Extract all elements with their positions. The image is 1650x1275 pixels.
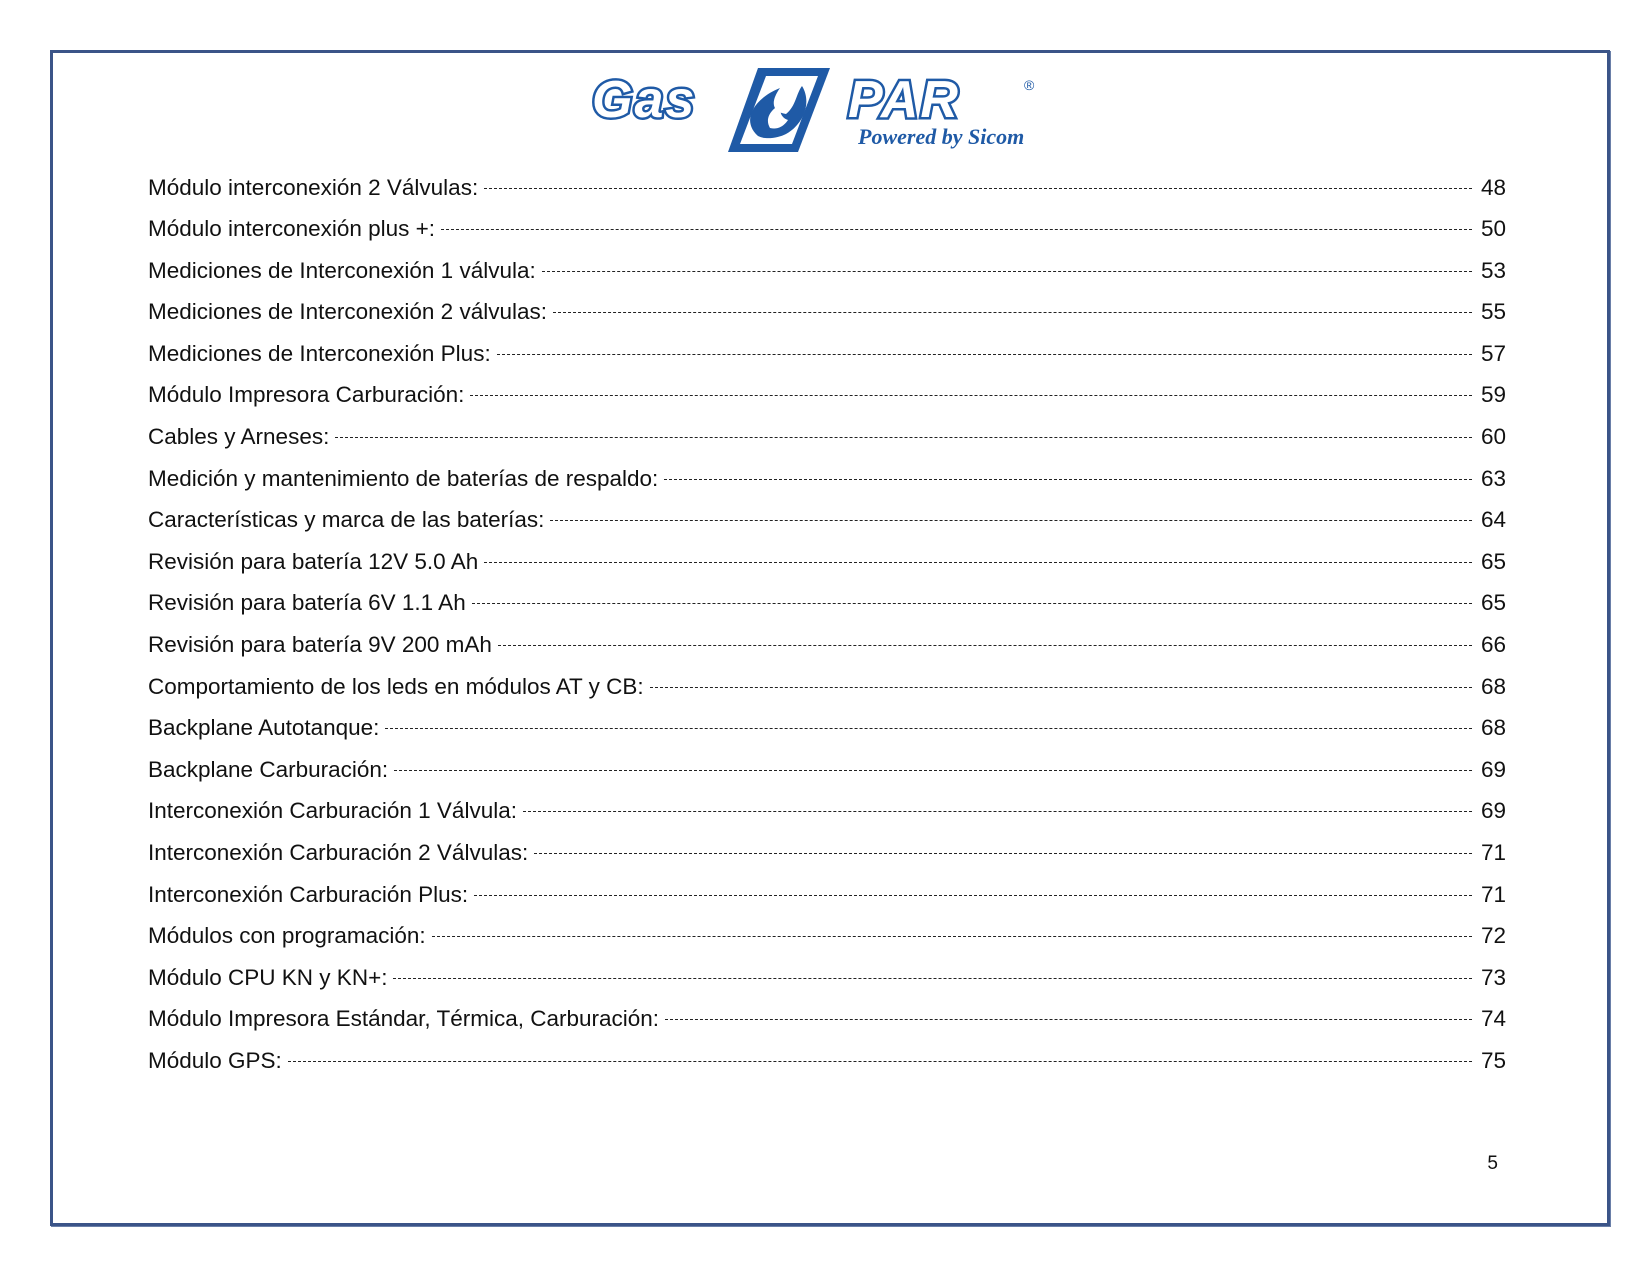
- toc-entry-page: 60: [1480, 424, 1506, 450]
- toc-dot-leader: [484, 546, 1472, 569]
- registered-mark: ®: [1024, 77, 1035, 93]
- toc-entry-title: Interconexión Carburación Plus:: [148, 881, 469, 907]
- toc-entry-title: Módulo Impresora Carburación:: [148, 382, 465, 408]
- toc-dot-leader: [385, 713, 1472, 736]
- toc-entry[interactable]: [148, 214, 1506, 256]
- toc-entry[interactable]: [148, 921, 1506, 963]
- toc-dot-leader: [550, 505, 1472, 528]
- toc-entry-page: 69: [1480, 798, 1506, 824]
- toc-entry-title: Módulo interconexión 2 Válvulas:: [148, 174, 479, 200]
- toc-entry-title: Revisión para batería 6V 1.1 Ah: [148, 590, 466, 616]
- toc-entry-title: Características y marca de las baterías:: [148, 507, 545, 533]
- toc-entry[interactable]: [148, 671, 1506, 713]
- toc-dot-leader: [553, 297, 1472, 320]
- toc-entry-title: Módulo CPU KN y KN+:: [148, 964, 388, 990]
- toc-entry-page: 55: [1480, 299, 1506, 325]
- toc-entry-title: Mediciones de Interconexión 2 válvulas:: [148, 299, 547, 325]
- par-wordmark: [848, 71, 1035, 129]
- toc-entry[interactable]: [148, 754, 1506, 796]
- toc-dot-leader: [665, 1004, 1472, 1027]
- toc-entry-page: 53: [1480, 257, 1506, 283]
- page-number: 5: [1487, 1153, 1498, 1174]
- toc-entry-page: 72: [1480, 923, 1506, 949]
- toc-entry-title: Mediciones de Interconexión 1 válvula:: [148, 257, 536, 283]
- toc-dot-leader: [523, 796, 1472, 819]
- toc-entry-title: Revisión para batería 12V 5.0 Ah: [148, 548, 479, 574]
- toc-entry-title: Módulo Impresora Estándar, Térmica, Carburación:: [148, 1006, 660, 1032]
- toc-entry-title: Mediciones de Interconexión Plus:: [148, 340, 491, 366]
- toc-entry[interactable]: [148, 297, 1506, 339]
- toc-entry-title: Cables y Arneses:: [148, 424, 330, 450]
- toc-entry-page: 75: [1480, 1047, 1506, 1073]
- toc-entry[interactable]: [148, 255, 1506, 297]
- toc-entry-page: 64: [1480, 507, 1506, 533]
- toc-entry-title: Medición y mantenimiento de baterías de respaldo:: [148, 465, 659, 491]
- toc-dot-leader: [288, 1045, 1472, 1068]
- toc-entry[interactable]: [148, 796, 1506, 838]
- toc-entry-title: Revisión para batería 9V 200 mAh: [148, 632, 492, 658]
- gaspar-logo: [590, 60, 1060, 160]
- toc-entry-page: 65: [1480, 590, 1506, 616]
- toc-dot-leader: [534, 838, 1472, 861]
- toc-entry-page: 50: [1480, 216, 1506, 242]
- toc-entry-page: 69: [1480, 756, 1506, 782]
- toc-entry-title: Módulos con programación:: [148, 923, 426, 949]
- toc-dot-leader: [472, 588, 1472, 611]
- toc-dot-leader: [393, 962, 1472, 985]
- toc-entry-page: 66: [1480, 632, 1506, 658]
- toc-dot-leader: [470, 380, 1472, 403]
- toc-entry-title: Interconexión Carburación 2 Válvulas:: [148, 840, 529, 865]
- toc-dot-leader: [394, 754, 1472, 777]
- toc-dot-leader: [441, 214, 1472, 237]
- toc-dot-leader: [650, 671, 1472, 694]
- toc-entry-page: 65: [1480, 548, 1506, 574]
- toc-entry[interactable]: [148, 879, 1506, 921]
- toc-dot-leader: [484, 172, 1472, 195]
- table-of-contents: [148, 172, 1506, 1087]
- toc-entry-page: 71: [1480, 840, 1506, 865]
- toc-entry[interactable]: [148, 630, 1506, 672]
- toc-entry-page: 68: [1480, 673, 1506, 699]
- toc-entry-title: Backplane Autotanque:: [148, 715, 380, 741]
- gas-wordmark: [592, 71, 696, 129]
- toc-entry[interactable]: [148, 505, 1506, 547]
- toc-entry-page: 59: [1480, 382, 1506, 408]
- toc-dot-leader: [432, 921, 1472, 944]
- toc-entry[interactable]: [148, 338, 1506, 380]
- toc-entry[interactable]: [148, 713, 1506, 755]
- toc-entry[interactable]: [148, 380, 1506, 422]
- toc-entry[interactable]: [148, 838, 1506, 880]
- toc-dot-leader: [542, 255, 1472, 278]
- logo-tagline: Powered by Sicom: [858, 124, 1025, 149]
- toc-entry-page: 71: [1480, 881, 1506, 907]
- toc-entry[interactable]: [148, 422, 1506, 464]
- toc-entry-page: 57: [1480, 340, 1506, 366]
- toc-entry-title: Módulo GPS:: [148, 1047, 282, 1073]
- toc-entry[interactable]: [148, 546, 1506, 588]
- toc-dot-leader: [664, 463, 1472, 486]
- toc-dot-leader: [474, 879, 1472, 902]
- toc-entry-page: 48: [1480, 174, 1506, 200]
- toc-entry[interactable]: [148, 172, 1506, 214]
- toc-entry[interactable]: [148, 1004, 1506, 1046]
- toc-entry[interactable]: [148, 588, 1506, 630]
- toc-entry-title: Backplane Carburación:: [148, 756, 389, 782]
- toc-entry-title: Módulo interconexión plus +:: [148, 216, 436, 242]
- toc-entry-title: Interconexión Carburación 1 Válvula:: [148, 798, 517, 824]
- toc-dot-leader: [497, 338, 1472, 361]
- toc-entry-title: Comportamiento de los leds en módulos AT y CB:: [148, 673, 644, 699]
- toc-entry-page: 68: [1480, 715, 1506, 741]
- toc-entry[interactable]: [148, 463, 1506, 505]
- toc-entry-page: 74: [1480, 1006, 1506, 1032]
- toc-entry-page: 63: [1480, 465, 1506, 491]
- toc-entry[interactable]: [148, 1045, 1506, 1087]
- brand-left-text: Gas: [592, 71, 697, 129]
- flame-emblem-icon: [728, 68, 830, 152]
- brand-right-text: PAR: [848, 71, 960, 129]
- toc-dot-leader: [498, 630, 1472, 653]
- toc-entry-page: 73: [1480, 964, 1506, 990]
- toc-entry[interactable]: [148, 962, 1506, 1004]
- toc-dot-leader: [335, 422, 1472, 445]
